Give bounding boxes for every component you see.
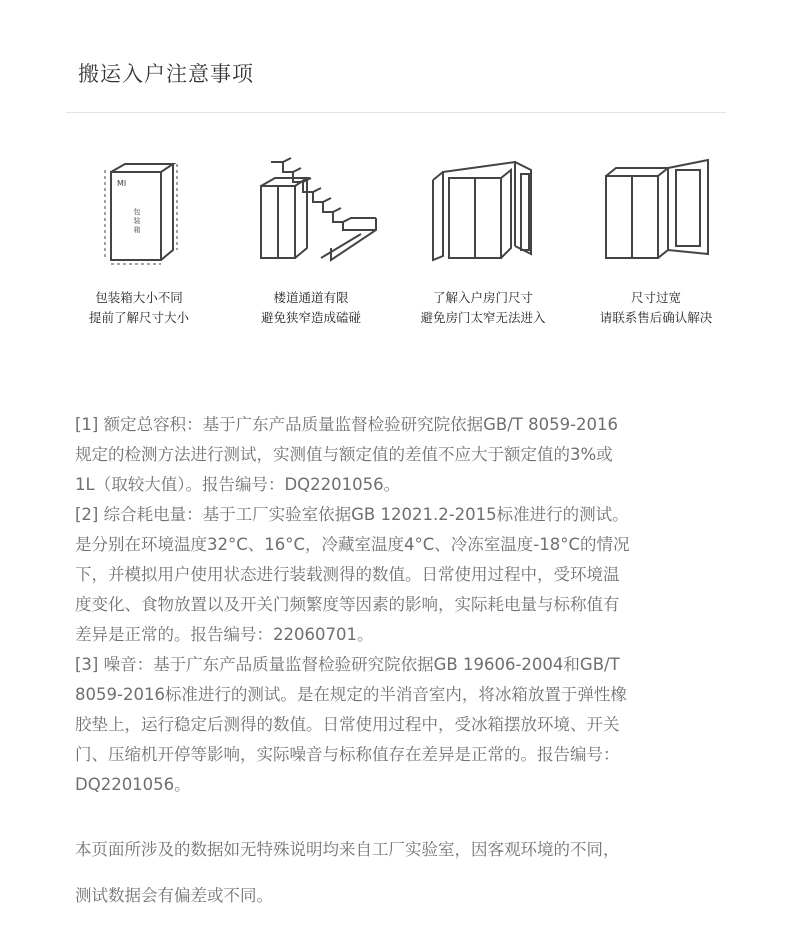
footnotes (75, 410, 735, 800)
note-line: DQ2201056。 (75, 775, 191, 794)
note-line: 规定的检测方法进行测试，实测值与额定值的差值不应大于额定值的3%或 (75, 445, 613, 464)
wide-door-fridge-icon (576, 150, 736, 270)
note-line: 度变化、食物放置以及开关门频繁度等因素的影响，实际耗电量与标称值有 (75, 595, 620, 614)
tip-door-frame (403, 150, 563, 340)
disclaimer (75, 818, 735, 928)
note-line: 是分别在环境温度32°C、16°C，冷藏室温度4°C、冷冻室温度-18°C的情况 (75, 535, 630, 554)
box-label: 包装箱 (133, 208, 141, 235)
tip-line2: 提前了解尺寸大小 (88, 310, 189, 325)
staircase-fridge-icon (231, 150, 391, 270)
disclaimer-line: 测试数据会有偏差或不同。 (75, 886, 273, 905)
disclaimer-line: 本页面所涉及的数据如无特殊说明均来自工厂实验室，因客观环境的不同， (75, 839, 620, 859)
tip-line1: 楼道通道有限 (273, 290, 349, 305)
tip-wide-door (576, 150, 736, 340)
note-line: [2] 综合耗电量：基于工厂实验室依据GB 12021.2-2015标准进行的测试。 (75, 505, 629, 524)
packaging-box-icon (59, 150, 219, 270)
note-line: 8059-2016标准进行的测试。是在规定的半消音室内，将冰箱放置于弹性橡 (75, 685, 627, 704)
tip-line2: 避免狭窄造成磕碰 (260, 310, 361, 325)
tips-row (0, 150, 790, 340)
box-logo: MI (117, 179, 127, 188)
note-line: 门、压缩机开停等影响，实际噪音与标称值存在差异是正常的。报告编号： (75, 745, 620, 764)
note-line: 1L（取较大值）。报告编号：DQ2201056。 (75, 475, 401, 494)
title-divider (66, 112, 726, 113)
door-frame-fridge-icon (403, 150, 563, 270)
tip-staircase (231, 150, 391, 340)
note-line: [1] 额定总容积：基于广东产品质量监督检验研究院依据GB/T 8059-2016 (75, 415, 619, 434)
note-line: 下，并模拟用户使用状态进行装载测得的数值。日常使用过程中，受环境温 (75, 565, 620, 584)
page-title: 搬运入户注意事项 (78, 62, 254, 86)
tip-line2: 请联系售后确认解决 (599, 310, 713, 325)
note-line: 差异是正常的。报告编号：22060701。 (75, 625, 374, 644)
tip-line1: 了解入户房门尺寸 (432, 290, 533, 305)
note-line: 胶垫上，运行稳定后测得的数值。日常使用过程中，受冰箱摆放环境、开关 (75, 715, 620, 734)
note-line: [3] 噪音：基于广东产品质量监督检验研究院依据GB 19606-2004和GB/T (75, 655, 620, 674)
tip-line1: 包装箱大小不同 (95, 290, 183, 305)
tip-packaging (59, 150, 219, 340)
tip-line2: 避免房门太窄无法进入 (420, 310, 546, 325)
tip-line1: 尺寸过宽 (630, 290, 681, 305)
